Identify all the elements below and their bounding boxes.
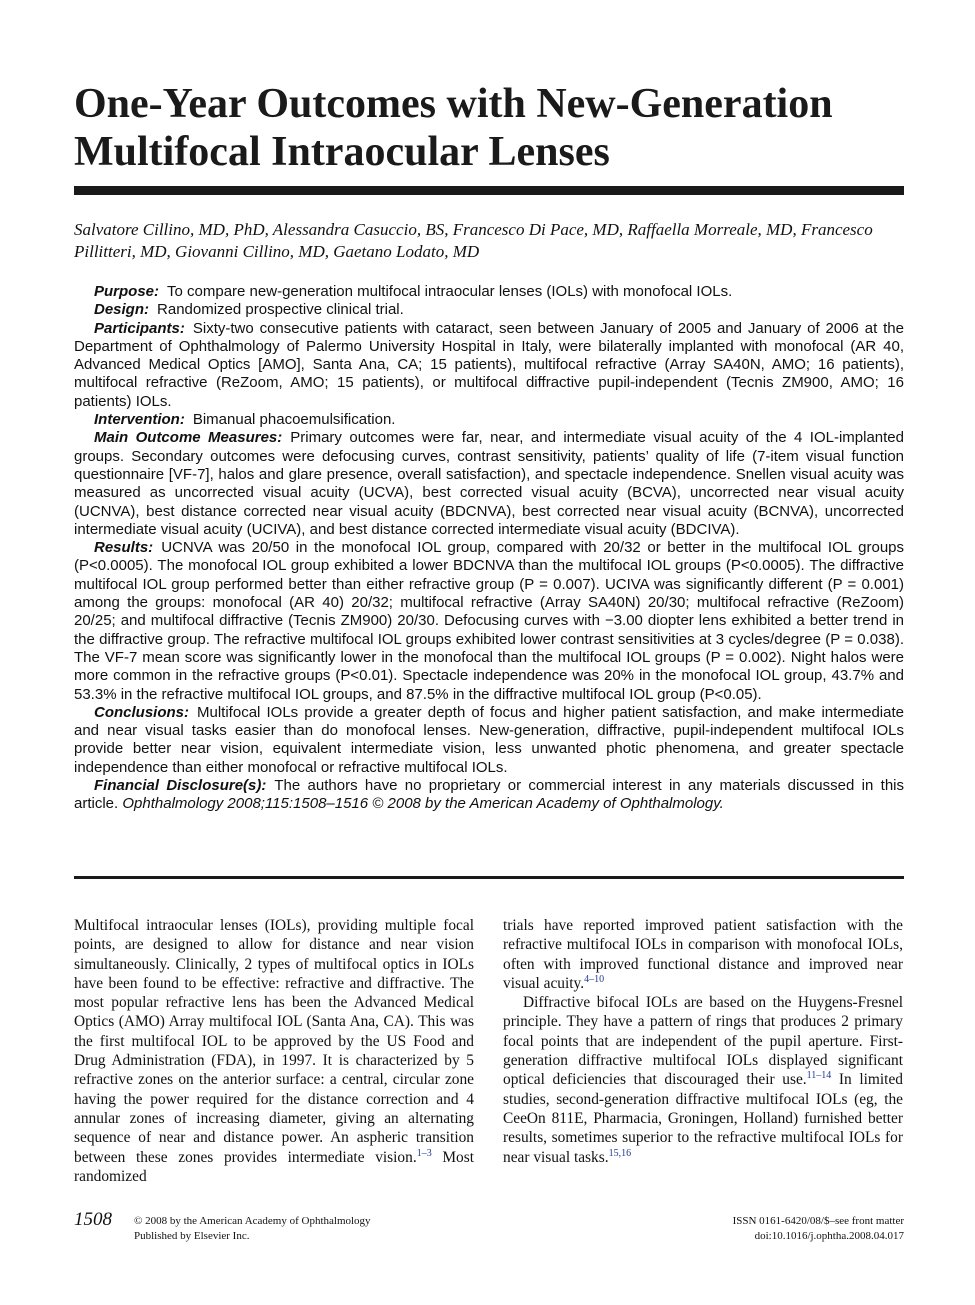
body-column-right	[503, 916, 903, 1167]
reference-link[interactable]: 11–14	[806, 1070, 832, 1082]
body-text: Most randomized	[74, 1148, 475, 1185]
purpose-text: To compare new-generation multifocal intraocular lenses (IOLs) with monofocal IOLs.	[167, 283, 733, 300]
abstract-outcome	[74, 429, 904, 539]
purpose-label: Purpose:	[94, 283, 160, 300]
financial-text: The authors have no proprietary or commercial interest in any materials discussed in this article.	[74, 777, 904, 813]
body-text: Multifocal intraocular lenses (IOLs), providing multiple focal points, are designed to allow for distance and near vision simultaneously. Clinically, 2 types of multifocal optics in IOLs have been found to be effective: refractive and diffractive. The most popular refractive lens has been the Advanced Medical Optics (AMO) Array multifocal IOL (Santa Ana, CA). This was the first multifocal IOL to be approved by the US Food and Drug Administration (FDA), in 1997. It is characterized by 5 refractive zones on the anterior surface: a central, circular zone having the power required for the distance correction and 4 annular zones of increasing diameter, giving an alternating sequence of near and distance power. An aspheric transition between these zones provides intermediate vision.	[74, 917, 474, 1166]
conclusions-label: Conclusions:	[94, 703, 190, 721]
page-number: 1508	[74, 1209, 112, 1230]
issn-line: ISSN 0161-6420/08/$–see front matter	[732, 1215, 904, 1227]
design-text: Randomized prospective clinical trial.	[157, 301, 404, 319]
article-title: One-Year Outcomes with New-Generation Multifocal Intraocular Lenses	[74, 81, 833, 175]
design-label: Design:	[94, 301, 150, 319]
body-text: In limited studies, second-generation diffractive multifocal IOLs (eg, the CeeOn 811E, Pharmacia, Groningen, Holland) furnished better results, sometimes superior to the refractive multifocal IOLs for near visual tasks.	[503, 1071, 903, 1166]
doi-line: doi:10.1016/j.ophtha.2008.04.017	[754, 1230, 904, 1242]
copyright-line: © 2008 by the American Academy of Ophthalmology	[134, 1215, 371, 1227]
participants-text: Sixty-two consecutive patients with cataract, seen between January of 2005 and January of 2006 at the Department of Ophthalmology of Palermo University Hospital in Italy, were bilaterally implanted with monofocal (AR 40, Advanced Medical Optics [AMO], Santa Ana, CA; 15 patients), multifocal refractive (Array SA40N, AMO; 16 patients), multifocal refractive (ReZoom, AMO; 15 patients), or multifocal diffractive pupil-independent (Tecnis ZM900, AMO; 16 patients) IOLs.	[74, 319, 904, 410]
body-column-left	[74, 916, 474, 1186]
body-paragraph	[503, 993, 903, 1167]
reference-link[interactable]: 15,16	[608, 1147, 632, 1159]
results-label: Results:	[94, 539, 154, 557]
results-text: UCNVA was 20/50 in the monofocal IOL group, compared with 20/32 or better in the multifocal IOL groups (P<0.0005). The monofocal IOL group exhibited a lower BDCNVA than the multifocal IOL groups (P<0.0005). The diffractive multifocal IOL group performed better than either refractive group (P = 0.007). UCIVA was significantly different (P = 0.001) among the groups: monofocal (AR 40) 20/32; multifocal refractive (Array SA40N) 20/30; multifocal refractive (ReZoom) 20/25; and multifocal diffractive (Tecnis ZM900) 20/30. Defocusing curves with −3.00 diopter lens exhibited a better trend in the diffractive group. The refractive multifocal IOL groups exhibited lower contrast sensitivities at 3 cycles/degree (P = 0.038). The VF-7 mean score was significantly lower in the monofocal than the multifocal IOL groups (P = 0.002). Night halos were more common in the refractive groups (P<0.01). Spectacle independence was 20% in the monofocal IOL group, 43.7% and 53.3% in the refractive multifocal IOL groups, and 87.5% in the diffractive multifocal IOL group (P<0.05).	[74, 539, 904, 703]
abstract-intervention	[74, 411, 904, 429]
journal-citation: Ophthalmology 2008;115:1508–1516 © 2008 by the American Academy of Ophthalmology.	[122, 795, 724, 813]
title-rule	[74, 186, 904, 195]
abstract-purpose	[74, 283, 904, 301]
conclusions-text: Multifocal IOLs provide a greater depth of focus and higher patient satisfaction, and make intermediate and near visual tasks easier than do monofocal lenses. New-generation, diffractive, pupil-independent multifocal IOLs provide better near vision, equivalent intermediate vision, less unwanted photic phenomena, and greater spectacle independence than either monofocal or refractive multifocal IOLs.	[74, 703, 904, 776]
body-text: Diffractive bifocal IOLs are based on the Huygens-Fresnel principle. They have a pattern of rings that produces 2 primary focal points that are independent of the pupil aperture. First-generation diffractive multifocal IOLs displayed significant optical deficiencies that discouraged their use.	[503, 994, 903, 1089]
body-paragraph	[74, 916, 474, 1186]
abstract-participants	[74, 320, 904, 411]
author-list: Salvatore Cillino, MD, PhD, Alessandra Casuccio, BS, Francesco Di Pace, MD, Raffaella Morreale, MD, Francesco Pillitteri, MD, Giovanni Cillino, MD, Gaetano Lodato, MD	[74, 220, 873, 261]
financial-label: Financial Disclosure(s):	[94, 777, 267, 795]
outcome-label: Main Outcome Measures:	[94, 429, 283, 447]
body-text: trials have reported improved patient satisfaction with the refractive multifocal IOLs in comparison with monofocal IOLs, often with improved functional distance and improved near visual acuity.	[503, 917, 903, 992]
footer-identifiers	[504, 1214, 904, 1244]
abstract-rule	[74, 876, 904, 879]
abstract-conclusions	[74, 704, 904, 777]
outcome-text: Primary outcomes were far, near, and intermediate visual acuity of the 4 IOL-implanted groups. Secondary outcomes were defocusing curves, contrast sensitivity, patients’ quality of life (7-item visual function questionnaire [VF-7], halos and glare presence, overall satisfaction), and spectacle independence. Snellen visual acuity was measured as uncorrected visual acuity (UCVA), best corrected visual acuity (BCVA), uncorrected near visual acuity (UCNVA), best distance corrected near visual acuity (BDCNVA), best corrected near visual acuity (BCNVA), uncorrected intermediate visual acuity (UCIVA), and best distance corrected intermediate visual acuity (BDCIVA).	[74, 429, 904, 538]
abstract-financial	[74, 777, 904, 814]
reference-link[interactable]: 4–10	[584, 973, 605, 985]
intervention-label: Intervention:	[94, 411, 185, 429]
participants-label: Participants:	[94, 319, 185, 337]
publisher-line: Published by Elsevier Inc.	[134, 1230, 250, 1242]
reference-link[interactable]: 1–3	[416, 1147, 432, 1159]
intervention-text: Bimanual phacoemulsification.	[192, 411, 396, 429]
abstract-design	[74, 301, 904, 319]
abstract	[74, 283, 904, 814]
footer-publisher	[134, 1214, 534, 1244]
body-paragraph	[503, 916, 903, 993]
abstract-results	[74, 539, 904, 704]
